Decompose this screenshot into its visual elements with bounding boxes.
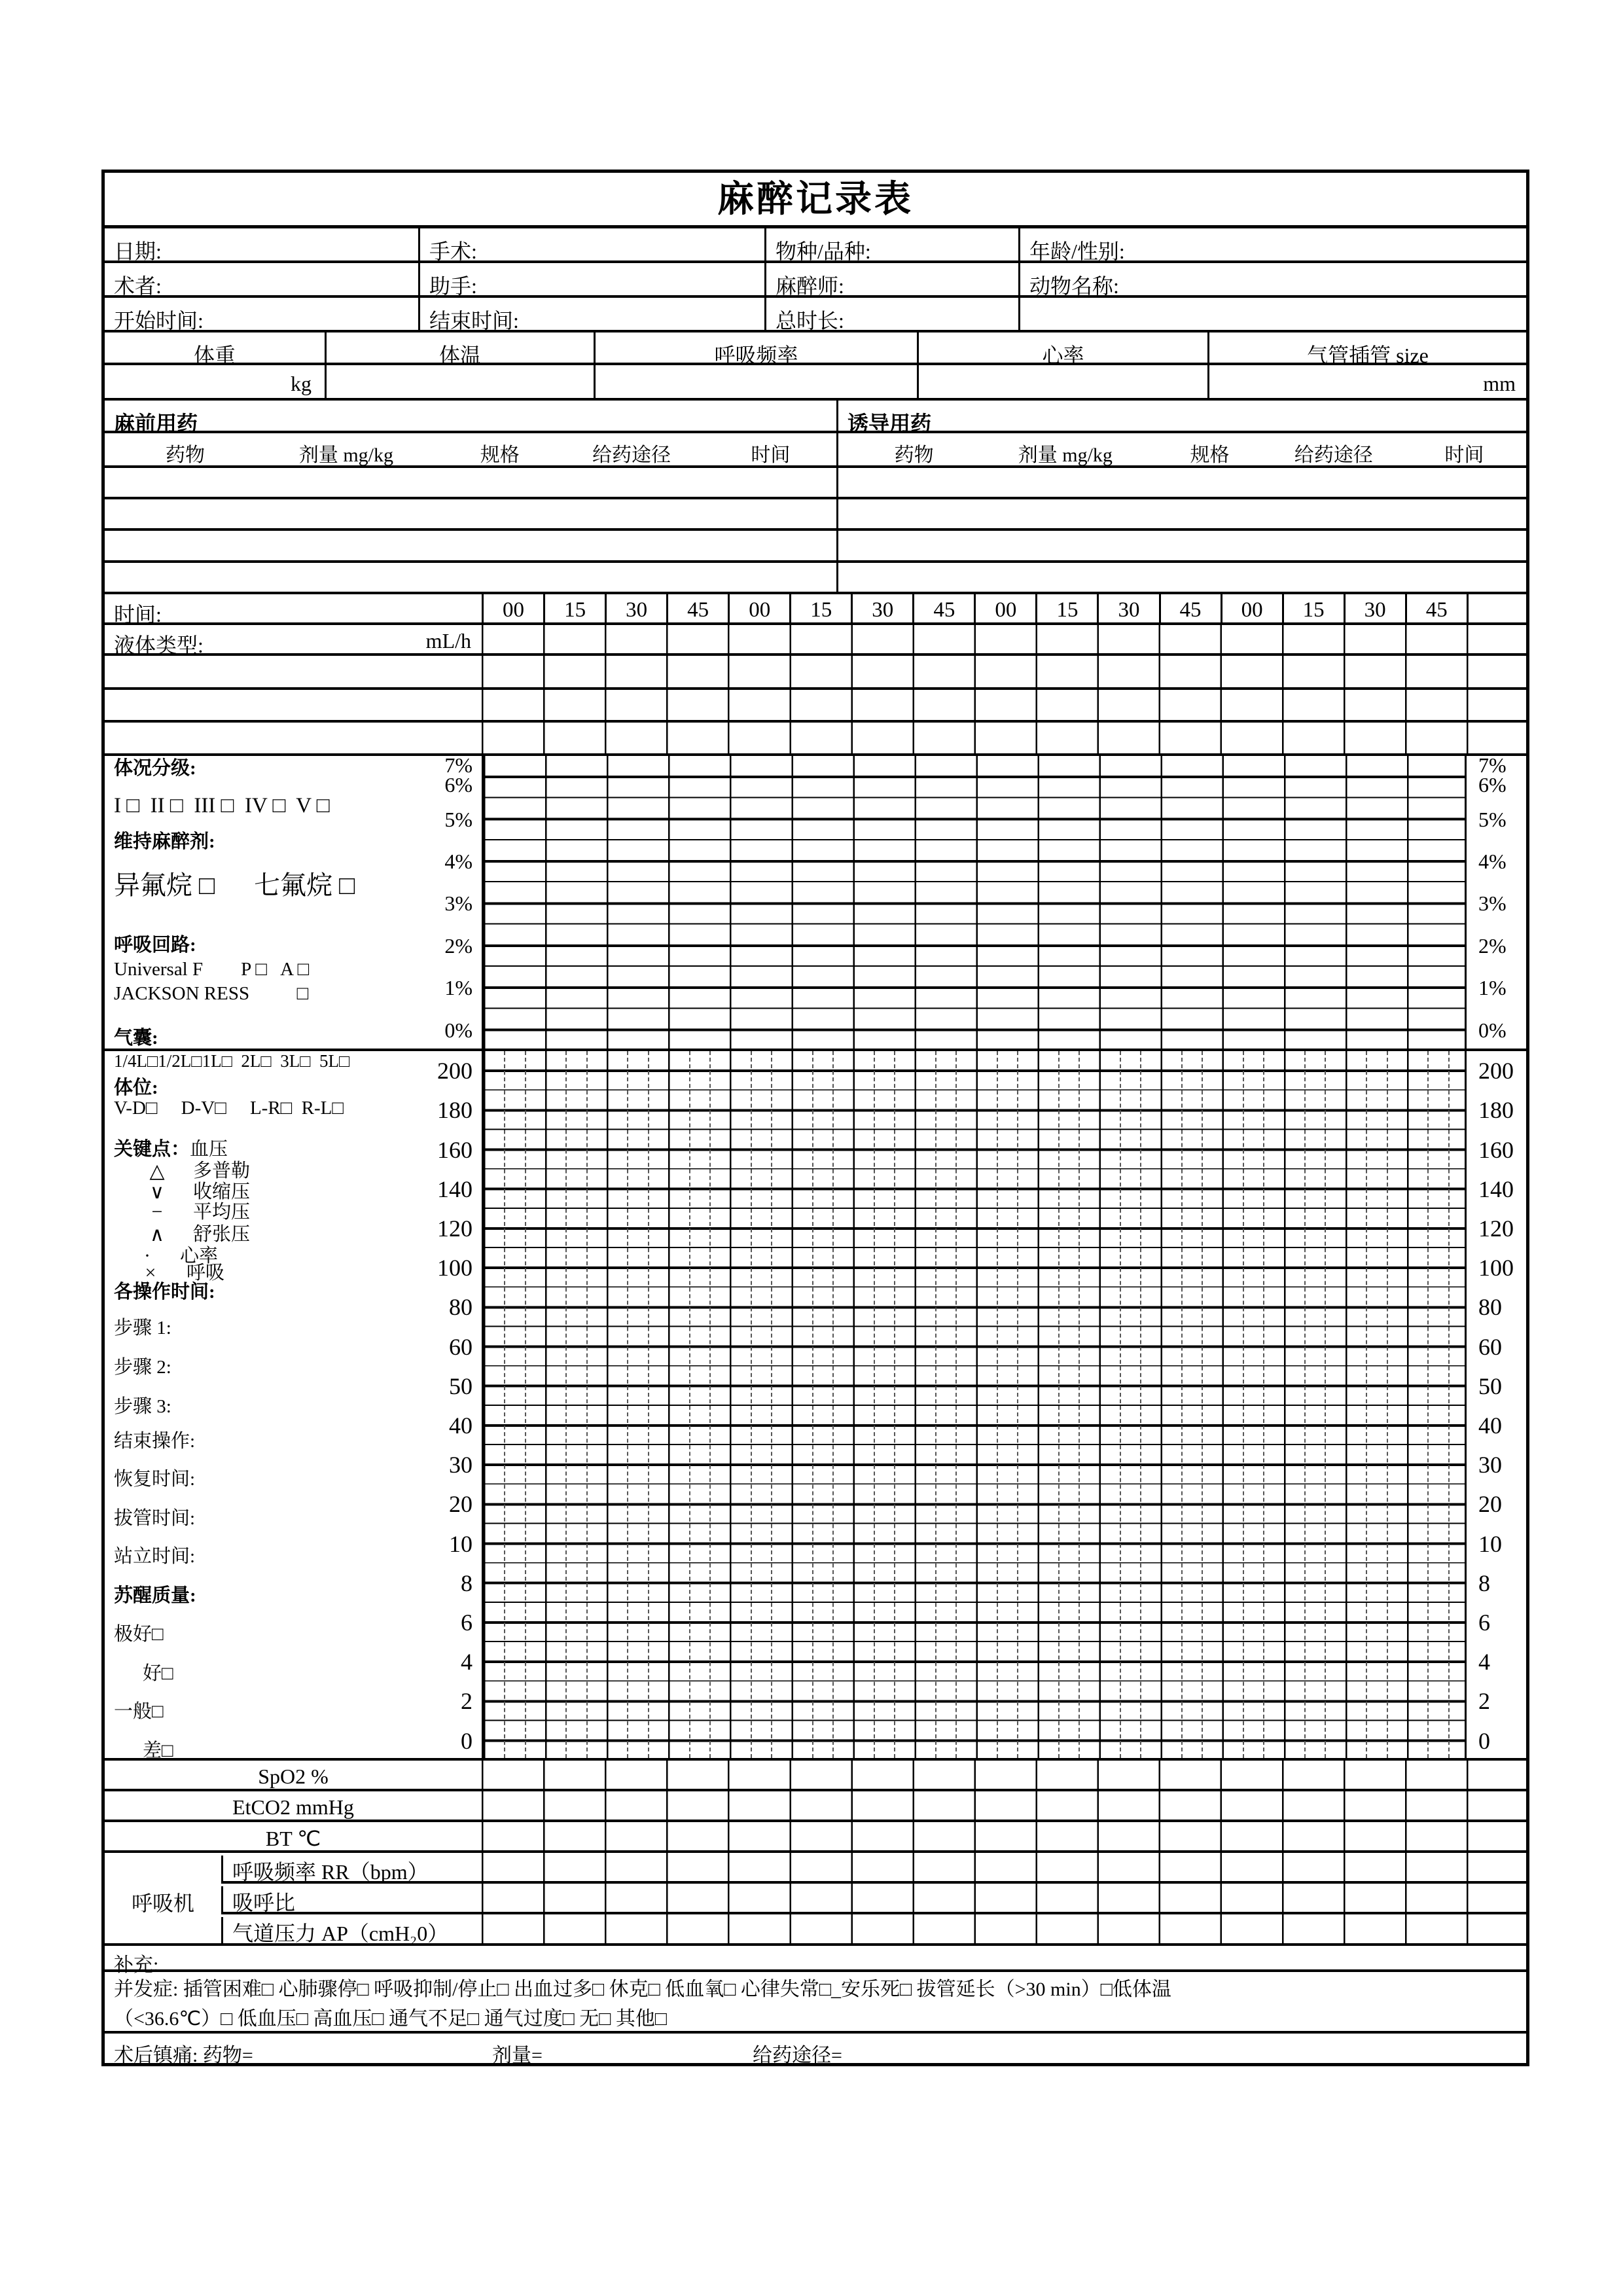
info-row-2 — [105, 263, 1526, 298]
step2-label: 步骤 2: — [114, 1357, 171, 1378]
time-cell: 15 — [543, 594, 605, 622]
scale-label: 80 — [449, 1294, 473, 1321]
scale-label: 10 — [1478, 1530, 1502, 1557]
circuit-option-universal: Universal F P □ A □ — [114, 959, 310, 980]
condition-grade-label: 体况分级: — [114, 758, 196, 779]
end-op-label: 结束操作: — [114, 1431, 196, 1452]
extubation-time-label: 拔管时间: — [114, 1508, 196, 1529]
scale-label: 160 — [1478, 1136, 1514, 1163]
time-cell: 30 — [851, 594, 912, 622]
five-min-gridline — [874, 1051, 875, 1758]
analgesia-row — [105, 2034, 1526, 2070]
tube-size-header: 气管插管 size — [1207, 332, 1526, 363]
time-cell: 00 — [1221, 594, 1282, 622]
scale-label: 180 — [1478, 1097, 1514, 1124]
scale-label: 4% — [444, 850, 473, 873]
weight-unit: kg — [291, 372, 312, 395]
five-min-gridline — [1140, 1051, 1141, 1758]
form-title-row — [105, 173, 1526, 228]
fluid-unit: mL/h — [425, 629, 471, 653]
vitals-header-row — [105, 332, 1526, 365]
five-min-gridline — [1202, 1051, 1203, 1758]
complications-line1: 并发症: 插管困难□ 心肺骤停□ 呼吸抑制/停止□ 出血过多□ 休克□ 低血氧□ 心律失常□_安乐死□ 拔管延长（>30 min）□低体温 — [114, 1979, 1171, 2000]
temperature-header: 体温 — [325, 332, 594, 363]
five-min-gridline — [955, 1051, 957, 1758]
scale-label: 2 — [1478, 1688, 1490, 1715]
info-row-3 — [105, 298, 1526, 332]
vent-ap-row — [105, 1914, 1526, 1946]
systolic-symbol: ∨ — [150, 1181, 164, 1203]
scale-label: 3% — [444, 891, 473, 916]
five-min-gridline — [1325, 1051, 1326, 1758]
end-time-field: 结束时间: — [418, 298, 764, 330]
bt-label: BT ℃ — [265, 1827, 321, 1850]
diastolic-label: 舒张压 — [193, 1224, 251, 1245]
scale-label: 40 — [1478, 1412, 1502, 1439]
bag-label: 气囊: — [114, 1028, 158, 1049]
scale-label: 0% — [444, 1018, 473, 1042]
five-min-gridline — [1304, 1051, 1306, 1758]
scale-label: 0 — [461, 1727, 473, 1754]
vent-ie-row — [105, 1884, 1526, 1914]
date-field: 日期: — [114, 240, 162, 263]
tube-unit: mm — [1207, 365, 1526, 398]
scale-label: 100 — [1478, 1255, 1514, 1282]
analgesia-label: 术后镇痛: 药物= — [114, 2045, 253, 2066]
spo2-label: SpO2 % — [258, 1765, 329, 1788]
scale-label: 6 — [461, 1609, 473, 1636]
scale-label: 7% — [444, 753, 473, 777]
scale-label: 10 — [449, 1530, 473, 1557]
five-min-gridline — [1058, 1051, 1060, 1758]
drug-column-header: 药物 — [894, 444, 934, 466]
heart-rate-symbol: · — [144, 1245, 151, 1266]
vitals-units-row — [105, 365, 1526, 401]
op-times-label: 各操作时间: — [114, 1282, 215, 1302]
vent-rr-label: 呼吸频率 RR（bpm） — [221, 1856, 482, 1884]
respiration-symbol-label: 呼吸 — [187, 1263, 225, 1283]
ventilator-label: 呼吸机 — [131, 1892, 194, 1915]
scale-label: 20 — [1478, 1491, 1502, 1518]
mean-label: 平均压 — [193, 1202, 251, 1223]
etco2-label: EtCO2 mmHg — [232, 1795, 354, 1819]
scale-label: 6 — [1478, 1609, 1490, 1636]
recovery-quality-label: 苏醒质量: — [114, 1585, 196, 1606]
systolic-label: 收缩压 — [193, 1181, 251, 1202]
scale-label: 5% — [1478, 807, 1507, 831]
drug-column-header: 时间 — [751, 444, 791, 466]
five-min-gridline — [648, 1051, 649, 1758]
maintenance-options: 异氟烷 □ 七氟烷 □ — [114, 870, 355, 900]
scale-label: 120 — [1478, 1215, 1514, 1242]
time-cell: 00 — [728, 594, 789, 622]
time-cell: 15 — [1282, 594, 1344, 622]
empty-cell — [1018, 298, 1526, 330]
scale-label: 30 — [449, 1452, 473, 1479]
five-min-gridline — [997, 1051, 998, 1758]
drug-row — [105, 531, 1526, 563]
time-cell-empty — [1467, 594, 1526, 622]
fluid-row — [105, 625, 1526, 656]
medication-title-row — [105, 401, 1526, 433]
bag-options: 1/4L□1/2L□1L□ 2L□ 3L□ 5L□ — [114, 1051, 350, 1071]
supplement-label: 补充: — [114, 1954, 159, 1976]
quality-fair-option: 一般□ — [114, 1701, 164, 1722]
scale-label: 5% — [444, 807, 473, 831]
drug-column-header: 给药途径 — [592, 444, 671, 466]
scale-label: 8 — [1478, 1570, 1490, 1596]
scale-label: 50 — [1478, 1372, 1502, 1399]
drug-column-header: 规格 — [1190, 444, 1230, 466]
five-min-gridline — [525, 1051, 526, 1758]
scale-label: 6% — [444, 773, 473, 797]
scale-label: 8 — [461, 1570, 473, 1596]
five-min-gridline — [627, 1051, 628, 1758]
time-cells — [105, 594, 1526, 626]
five-min-gridline — [1017, 1051, 1018, 1758]
five-min-gridline — [565, 1051, 567, 1758]
anesthetist-field: 麻醉师: — [764, 263, 1018, 295]
time-cell: 00 — [974, 594, 1035, 622]
bt-row — [105, 1822, 1526, 1853]
time-cell: 30 — [1344, 594, 1405, 622]
circuit-label: 呼吸回路: — [114, 935, 196, 956]
five-min-gridline — [1263, 1051, 1264, 1758]
scale-label: 6% — [1478, 773, 1507, 797]
five-min-gridline — [586, 1051, 588, 1758]
scale-label: 140 — [1478, 1175, 1514, 1202]
info-row-1 — [105, 228, 1526, 263]
time-cell: 45 — [666, 594, 728, 622]
scale-label: 1% — [1478, 976, 1507, 1000]
drug-column-header: 时间 — [1444, 444, 1484, 466]
five-min-gridline — [935, 1051, 936, 1758]
scale-label: 4 — [1478, 1649, 1490, 1676]
empty-grid-row — [105, 723, 1526, 756]
heart-rate-value-cell — [917, 365, 1207, 398]
empty-grid-row — [105, 690, 1526, 723]
scale-label: 4% — [1478, 850, 1507, 873]
scale-label: 200 — [1478, 1058, 1514, 1085]
drug-column-header: 规格 — [480, 444, 520, 466]
five-min-gridline — [1181, 1051, 1183, 1758]
scale-label: 180 — [437, 1097, 473, 1124]
five-min-gridline — [1243, 1051, 1244, 1758]
fluid-grid — [482, 625, 1526, 653]
five-min-gridline — [1366, 1051, 1367, 1758]
scale-label: 3% — [1478, 891, 1507, 916]
five-min-gridline — [812, 1051, 813, 1758]
scale-label: 60 — [1478, 1333, 1502, 1360]
vent-ap-label: 气道压力 AP（cmH₂0） — [221, 1917, 482, 1946]
doppler-label: 多普勒 — [193, 1160, 251, 1181]
drug-column-header: 给药途径 — [1294, 444, 1373, 466]
position-options: V-D□ D-V□ L-R□ R-L□ — [114, 1098, 344, 1119]
keypoints-label: 关键点：血压 — [114, 1139, 228, 1160]
time-label: 时间: — [114, 603, 162, 626]
assistant-field: 助手: — [418, 263, 764, 295]
total-duration-field: 总时长: — [764, 298, 1018, 330]
scale-label: 160 — [437, 1136, 473, 1163]
scale-label: 100 — [437, 1255, 473, 1282]
scale-label: 2% — [1478, 933, 1507, 958]
five-min-gridline — [1448, 1051, 1450, 1758]
vitals-scale-right — [1476, 1051, 1526, 1758]
scale-label: 200 — [437, 1058, 473, 1085]
animal-name-field: 动物名称: — [1018, 263, 1526, 295]
time-cell: 00 — [482, 594, 543, 622]
scale-label: 1% — [444, 976, 473, 1000]
quality-excellent-option: 极好□ — [114, 1624, 164, 1645]
species-field: 物种/品种: — [764, 228, 1018, 260]
five-min-gridline — [1079, 1051, 1080, 1758]
quality-poor-option: 差□ — [143, 1740, 173, 1761]
surgeon-field: 术者: — [114, 274, 162, 298]
percent-grid — [482, 756, 1467, 1049]
weight-header: 体重 — [193, 344, 236, 367]
time-cell: 45 — [1159, 594, 1221, 622]
spo2-row — [105, 1761, 1526, 1791]
complications-row — [105, 1972, 1526, 2034]
premed-title: 麻前用药 — [114, 412, 198, 435]
ventilator-cell — [105, 1853, 221, 1946]
supplement-row — [105, 1946, 1526, 1976]
five-min-gridline — [751, 1051, 752, 1758]
time-cell: 15 — [789, 594, 851, 622]
mean-symbol: − — [151, 1201, 163, 1223]
time-cell: 30 — [1097, 594, 1158, 622]
drug-row — [105, 499, 1526, 531]
five-min-gridline — [1120, 1051, 1121, 1758]
surgery-field: 手术: — [418, 228, 764, 260]
standing-time-label: 站立时间: — [114, 1546, 196, 1567]
drug-row — [105, 468, 1526, 499]
quality-good-option: 好□ — [143, 1663, 173, 1684]
vitals-chart — [105, 1051, 1526, 1761]
vitals-grid — [482, 1051, 1467, 1758]
drug-column-header: 剂量 mg/kg — [1018, 444, 1113, 466]
drug-row — [105, 563, 1526, 594]
time-cell: 30 — [605, 594, 666, 622]
resp-rate-header: 呼吸频率 — [594, 332, 917, 363]
complications-line2: （<36.6℃）□ 低血压□ 高血压□ 通气不足□ 通气过度□ 无□ 其他□ — [114, 2008, 667, 2030]
scale-label: 80 — [1478, 1294, 1502, 1321]
scale-label: 50 — [449, 1372, 473, 1399]
vent-rr-row — [105, 1853, 1526, 1884]
start-time-field: 开始时间: — [114, 309, 204, 332]
five-min-gridline — [1427, 1051, 1429, 1758]
medication-columns-row — [105, 433, 1526, 468]
heart-rate-symbol-label: 心率 — [180, 1246, 219, 1266]
drug-column-header: 药物 — [165, 444, 205, 466]
scale-label: 30 — [1478, 1452, 1502, 1479]
five-min-gridline — [1387, 1051, 1388, 1758]
circuit-option-jackson: JACKSON RESS □ — [114, 983, 309, 1004]
temperature-value-cell — [325, 365, 594, 398]
five-min-gridline — [832, 1051, 834, 1758]
fluid-type-label: 液体类型: — [114, 634, 204, 657]
page-title: 麻醉记录表 — [717, 179, 914, 220]
scale-label: 20 — [449, 1491, 473, 1518]
recovery-time-label: 恢复时间: — [114, 1469, 196, 1490]
resp-rate-value-cell — [594, 365, 917, 398]
premed-columns — [105, 433, 836, 465]
etco2-row — [105, 1791, 1526, 1822]
scale-label: 60 — [449, 1333, 473, 1360]
induction-columns — [836, 433, 1526, 465]
respiration-symbol: × — [145, 1262, 156, 1283]
anesthesia-record-form — [101, 170, 1529, 2066]
scale-label: 4 — [461, 1649, 473, 1676]
percent-scale-right — [1476, 753, 1526, 1049]
age-sex-field: 年龄/性别: — [1018, 228, 1526, 260]
five-min-gridline — [504, 1051, 505, 1758]
vent-ie-label: 吸呼比 — [221, 1886, 482, 1914]
scale-label: 140 — [437, 1175, 473, 1202]
scale-label: 120 — [437, 1215, 473, 1242]
scale-label: 0% — [1478, 1018, 1507, 1042]
five-min-gridline — [771, 1051, 772, 1758]
doppler-symbol: △ — [149, 1160, 165, 1182]
step1-label: 步骤 1: — [114, 1318, 171, 1338]
scale-label: 7% — [1478, 753, 1507, 777]
scale-label: 0 — [1478, 1727, 1490, 1754]
time-cell: 45 — [912, 594, 974, 622]
scale-label: 2 — [461, 1688, 473, 1715]
scale-label: 40 — [449, 1412, 473, 1439]
empty-grid-row — [105, 656, 1526, 690]
five-min-gridline — [689, 1051, 690, 1758]
maintenance-label: 维持麻醉剂: — [114, 831, 215, 852]
five-min-gridline — [709, 1051, 711, 1758]
diastolic-symbol: ∧ — [150, 1224, 164, 1246]
induction-title: 诱导用药 — [836, 401, 1526, 431]
position-label: 体位: — [114, 1077, 158, 1098]
analgesia-route-label: 给药途径= — [753, 2045, 842, 2066]
condition-grade-options: I □ II □ III □ IV □ V □ — [114, 794, 330, 817]
time-cell: 15 — [1035, 594, 1097, 622]
five-min-gridline — [894, 1051, 895, 1758]
step3-label: 步骤 3: — [114, 1396, 171, 1417]
scale-label: 2% — [444, 933, 473, 958]
complications-text — [114, 1975, 1521, 2034]
drug-column-header: 剂量 mg/kg — [298, 444, 394, 466]
time-cell: 45 — [1405, 594, 1467, 622]
analgesia-dose-label: 剂量= — [492, 2045, 543, 2066]
time-header-row — [105, 594, 1526, 625]
heart-rate-header: 心率 — [917, 332, 1207, 363]
